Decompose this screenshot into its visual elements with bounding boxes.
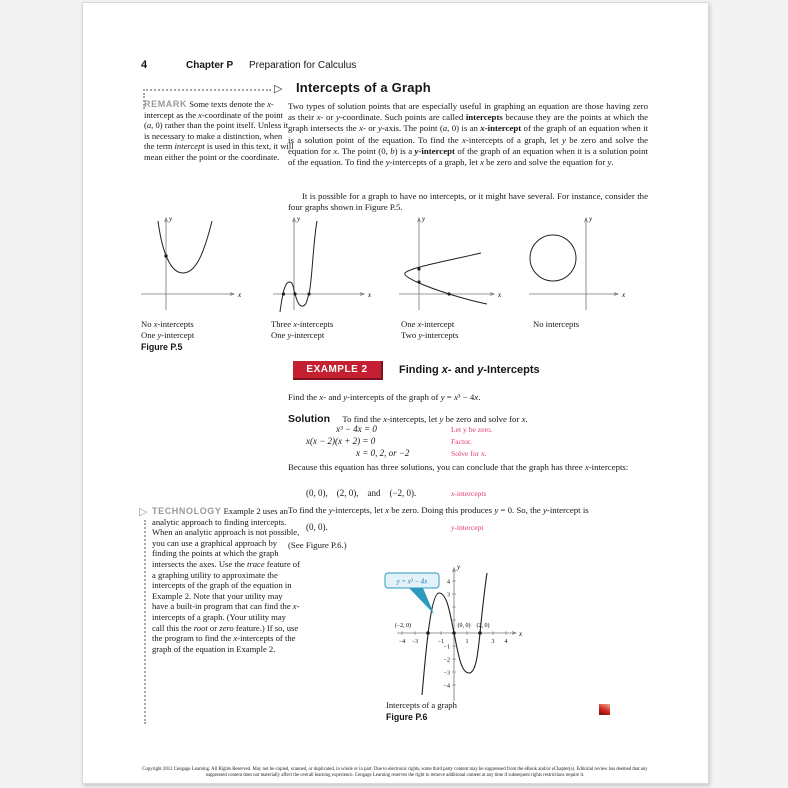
y-intercept-paragraph: To find the y-intercepts, let x be zero. Doing this produces y = 0. So, the y-intercept is	[288, 505, 589, 515]
remark-box	[144, 99, 294, 163]
point-label-neg2: (−2, 0)	[394, 623, 412, 629]
triangle-marker-icon: ▷	[139, 506, 148, 518]
intro-paragraph-2: It is possible for a graph to have no intercepts, or it might have several. For instance, consider the four graphs shown in Figure P.5.	[288, 191, 648, 213]
y-tick-label: −1	[443, 644, 450, 651]
sideways-parabola-curve	[405, 253, 487, 304]
technology-label: TECHNOLOGY	[152, 506, 222, 516]
textbook-page	[82, 2, 709, 784]
circle-curve	[530, 235, 576, 281]
section-title: Intercepts of a Graph	[296, 80, 431, 95]
chapter-title: Preparation for Calculus	[249, 60, 357, 71]
equation: x³ − 4x = 0	[336, 424, 377, 434]
x-intercept-dot	[447, 292, 450, 295]
figure-p5-caption-2: Three x-intercepts One y-intercept	[271, 319, 334, 340]
x-intercept-dot-2	[293, 292, 296, 295]
section-end-marker	[599, 704, 610, 715]
page-number: 4	[141, 59, 148, 71]
x-tick-label: −1	[437, 639, 445, 645]
figure-p5-graph-1	[137, 213, 249, 313]
equation-steps	[288, 424, 648, 460]
cubic-curve	[280, 221, 317, 312]
y-axis-label: y	[457, 563, 461, 571]
point-label-2: (2, 0)	[476, 623, 490, 629]
y-intercept-line	[288, 522, 648, 534]
intercept-dot-neg2	[426, 631, 430, 635]
y-axis-label: y	[169, 215, 173, 223]
y-tick-label: −2	[443, 657, 450, 664]
equation-note: Solve for x.	[451, 449, 487, 458]
y-tick-label: 3	[447, 592, 450, 599]
x-tick-label: 1	[465, 639, 469, 645]
figure-p5-graph-3	[397, 213, 509, 313]
technology-box	[152, 506, 300, 654]
x-intercept-dot-3	[307, 292, 310, 295]
equation-note: Factor.	[451, 437, 472, 446]
example-title: Finding x- and y-Intercepts	[399, 364, 540, 376]
x-intercepts-list: (0, 0), (2, 0), and (−2, 0).	[306, 488, 417, 498]
y-tick-label: 4	[447, 579, 450, 586]
figure-p5-graph-2	[267, 213, 379, 313]
conclusion-paragraph: Because this equation has three solutions, you can conclude that the graph has three x-intercepts:	[288, 462, 629, 472]
intro-paragraph-1: Two types of solution points that are especially useful in graphing an equation are those having zero as their x- or y-coordinate. Such points are called intercepts because they are the points at which the graph intersects the x- or y-axis. The point (a, 0) is an x-intercept of the graph of an equation when it is a solution point of the equation. To find the x-intercepts of a graph, let y be zero and solve the equation for x. The point (0, b) is a y-intercept of the graph of an equation when it is a solution point of the equation. To find the y-intercepts of a graph, let x be zero and solve the equation for y.	[288, 101, 648, 168]
solution-intro: To find the x-intercepts, let y be zero and solve for x.	[342, 414, 528, 424]
x-intercepts-line	[288, 488, 648, 500]
intercept-dot-0	[452, 631, 456, 635]
see-figure-text: (See Figure P.6.)	[288, 540, 347, 550]
figure-p5-caption-1: No x-intercepts One y-intercept Figure P.5	[141, 319, 195, 352]
equation-step-row	[288, 448, 648, 460]
x-tick-label: 3	[491, 639, 495, 645]
figure-p6-graph	[377, 559, 547, 707]
equation-step-row	[288, 424, 648, 436]
y-intercept-value: (0, 0).	[306, 522, 328, 532]
technology-dotted-line	[144, 520, 146, 724]
x-tick-label: −4	[398, 639, 406, 645]
x-tick-label: −3	[411, 639, 419, 645]
y-axis-label: y	[422, 215, 426, 223]
remark-text: Some texts denote the x-intercept as the x-coordinate of the point (a, 0) rather than the point itself. Unless it is necessary to make a distinction, when the term intercept is used in this text, it will mean either the point or the coordinate.	[144, 99, 294, 162]
x-axis-label: x	[519, 630, 523, 638]
x-axis-label: x	[622, 291, 626, 299]
x-intercept-dot-1	[282, 292, 285, 295]
callout-equation: y = x³ − 4x	[396, 578, 428, 586]
y-intercept-dot-1	[417, 267, 420, 270]
y-intercept-note: y-intercept	[451, 523, 484, 532]
copyright-notice: Copyright 2012 Cengage Learning. All Rights Reserved. May not be copied, scanned, or duplicated, in whole or in part. Due to electronic rights, some third party content may be suppressed from the eBook and/or eChapter(s). Editorial review has deemed that any suppressed content does not materially affect the overall learning experience. Cengage Learning reserves the right to remove additional content at any time if subsequent rights restrictions require it.	[142, 767, 648, 779]
x-axis-label: x	[238, 291, 242, 299]
example-badge: EXAMPLE 2	[293, 361, 383, 380]
callout-pointer	[409, 588, 434, 614]
intercept-dot-2	[478, 631, 482, 635]
x-axis-label: x	[498, 291, 502, 299]
figure-p6-caption: Intercepts of a graph Figure P.6	[386, 700, 457, 722]
chapter-label: Chapter P	[186, 60, 234, 71]
example-problem: Find the x- and y-intercepts of the graph of y = x³ − 4x.	[288, 392, 481, 402]
technology-text: Example 2 uses an analytic approach to finding intercepts. When an analytic approach is not possible, you can use a graphical approach by finding the points at which the graph intersects the axes. Use the trace feature of a graphing utility to approximate the intercepts of the graph of the equation in Example 2. Note that your utility may have a built-in program that can find the x-intercepts of a graph. (Your utility may call this the root or zero feature.) If so, use the program to find the x-intercepts of the graph of the equation in Example 2.	[152, 506, 300, 654]
y-axis-label: y	[297, 215, 301, 223]
dotted-leader-line	[143, 89, 271, 91]
y-tick-label: −4	[443, 683, 450, 690]
x-axis-label: x	[368, 291, 372, 299]
figure-p5-label: Figure P.5	[141, 342, 183, 352]
y-intercept-dot-2	[417, 280, 420, 283]
equation-step-row	[288, 436, 648, 448]
equation-note: Let y be zero.	[451, 425, 493, 434]
y-tick-label: −3	[443, 670, 450, 677]
x-tick-label: 4	[504, 639, 508, 645]
remark-label: REMARK	[144, 99, 188, 109]
solution-label: Solution	[288, 413, 330, 425]
equation: x(x − 2)(x + 2) = 0	[306, 436, 376, 446]
figure-p6-label: Figure P.6	[386, 712, 428, 722]
figure-p5-caption-4: No intercepts	[533, 319, 580, 329]
y-intercept-dot	[164, 254, 167, 257]
y-axis-label: y	[589, 215, 593, 223]
equation: x = 0, 2, or −2	[356, 448, 410, 458]
x-intercepts-note: x-intercepts	[451, 489, 487, 498]
figure-p5-caption-3: One x-intercept Two y-intercepts	[401, 319, 459, 340]
point-label-0: (0, 0)	[457, 623, 471, 629]
triangle-marker-icon: ▷	[274, 83, 283, 95]
figure-p5-graph-4	[527, 213, 639, 313]
